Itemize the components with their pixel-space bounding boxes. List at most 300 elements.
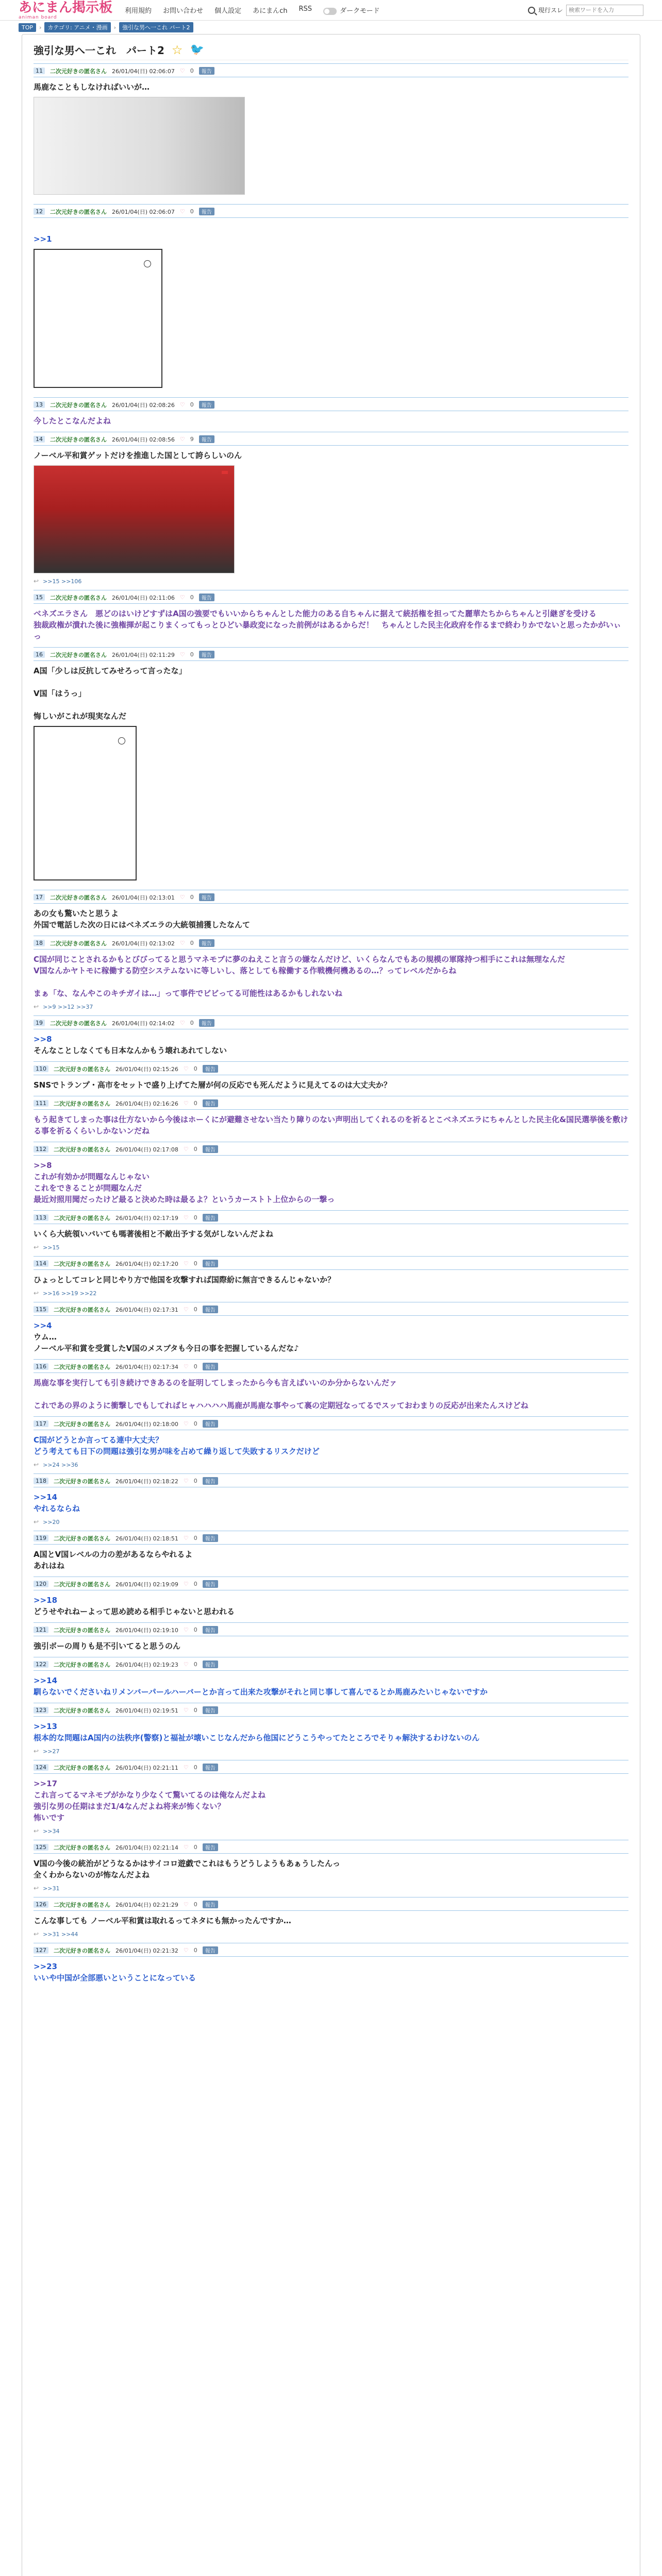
dark-mode-toggle[interactable] (323, 5, 379, 15)
like-count: 0 (193, 1707, 197, 1714)
post-header (34, 208, 628, 218)
reply-icon: ↩ (34, 1244, 39, 1251)
breadcrumb-separator: › (39, 24, 42, 31)
report-button[interactable]: 報告 (199, 208, 214, 215)
post-header (34, 1901, 628, 1911)
heart-icon[interactable]: ♡ (179, 401, 185, 408)
reply-icon: ↩ (34, 1461, 39, 1468)
post-number[interactable]: 18 (34, 940, 45, 946)
report-button[interactable]: 報告 (203, 1420, 218, 1428)
post-text-line: 馬鹿な事を実行しても引き続けできあるのを証明してしまったから今も言えばいいのか分からないんだァ (34, 1378, 398, 1387)
post-date: 26/01/04(日) 02:13:02 (112, 940, 175, 947)
post-number[interactable]: 17 (34, 894, 45, 901)
reply-icon: ↩ (34, 1930, 39, 1938)
reply-anchors[interactable]: >>20 (43, 1518, 60, 1526)
poster-name: 二次元好きの匿名さん (54, 1363, 110, 1370)
post-header (34, 1260, 628, 1270)
like-count: 0 (193, 1260, 197, 1267)
heart-icon[interactable]: ♡ (183, 1363, 189, 1370)
anchor-link[interactable]: >>14 (34, 1676, 58, 1685)
poster-name: 二次元好きの匿名さん (54, 1214, 110, 1222)
post (34, 1943, 628, 1989)
post-text-line: ノーベル平和賞ゲットだけを推進した国として誇らしいのん (34, 451, 242, 460)
post-date: 26/01/04(日) 02:17:31 (115, 1306, 178, 1313)
report-button[interactable]: 報告 (203, 1580, 218, 1588)
report-button[interactable]: 報告 (199, 1019, 214, 1027)
reply-anchors[interactable]: >>15 >>106 (43, 578, 82, 585)
post (34, 1703, 628, 1760)
heart-icon[interactable]: ♡ (183, 1065, 189, 1072)
post-body (34, 81, 628, 93)
post (34, 1897, 628, 1943)
post (34, 890, 628, 936)
post (34, 63, 628, 204)
reply-links (34, 1885, 628, 1892)
toggle-switch-icon (323, 8, 337, 15)
report-button[interactable]: 報告 (203, 1706, 218, 1714)
post-image[interactable] (34, 465, 235, 573)
like-count: 0 (193, 1581, 197, 1587)
reply-icon: ↩ (34, 578, 39, 585)
post-header (34, 1214, 628, 1224)
post-header (34, 1306, 628, 1316)
post-date: 26/01/04(日) 02:18:00 (115, 1420, 178, 1428)
post (34, 204, 628, 397)
like-count: 0 (193, 1478, 197, 1484)
search-scope-select[interactable]: 現行スレ (538, 7, 563, 14)
post-body (34, 1640, 628, 1652)
post-number[interactable]: 122 (34, 1661, 48, 1668)
post-header (34, 651, 628, 661)
like-count: 0 (193, 1363, 197, 1370)
post-text-line: そんなことしなくても日本なんかもう壊れあれてしない (34, 1046, 227, 1055)
post-body (34, 908, 628, 930)
like-count: 0 (193, 1535, 197, 1541)
post-number[interactable]: 120 (34, 1581, 48, 1587)
twitter-icon[interactable]: 🐦 (190, 43, 204, 56)
breadcrumb-separator: › (113, 24, 117, 31)
reply-anchors[interactable]: >>24 >>36 (43, 1461, 78, 1468)
heart-icon[interactable]: ♡ (183, 1581, 189, 1587)
post-header (34, 1580, 628, 1590)
post-date: 26/01/04(日) 02:15:26 (115, 1065, 178, 1073)
heart-icon[interactable]: ♡ (183, 1260, 189, 1267)
reply-anchors[interactable]: >>31 (43, 1885, 60, 1892)
report-button[interactable]: 報告 (203, 1764, 218, 1771)
like-count: 0 (190, 67, 194, 74)
reply-anchors[interactable]: >>9 >>12 >>37 (43, 1003, 93, 1010)
speech-bubble (144, 260, 151, 267)
heart-icon[interactable]: ♡ (179, 436, 185, 443)
anchor-link[interactable]: >>4 (34, 1321, 52, 1330)
post-header (34, 1145, 628, 1156)
report-button[interactable]: 報告 (203, 1214, 218, 1222)
report-button[interactable]: 報告 (203, 1363, 218, 1370)
post-number[interactable]: 14 (34, 436, 45, 443)
post (34, 1657, 628, 1703)
post-number[interactable]: 118 (34, 1478, 48, 1484)
post-body (34, 954, 628, 999)
like-count: 0 (190, 894, 194, 901)
star-icon[interactable]: ☆ (171, 42, 183, 57)
anchor-link[interactable]: >>23 (34, 1962, 58, 1971)
breadcrumb-category[interactable]: カテゴリ: アニメ・漫画 (44, 22, 110, 32)
like-count: 0 (193, 1306, 197, 1313)
post (34, 1302, 628, 1359)
poster-name: 二次元好きの匿名さん (54, 1146, 110, 1153)
poster-name: 二次元好きの匿名さん (54, 1420, 110, 1428)
post-number[interactable]: 113 (34, 1214, 48, 1221)
report-button[interactable]: 報告 (203, 1626, 218, 1634)
reply-icon: ↩ (34, 1827, 39, 1835)
post-number[interactable]: 126 (34, 1901, 48, 1908)
post-header (34, 435, 628, 446)
post-text-line: V国の今後の統治がどうなるかはサイコロ遊戯でこれはもうどうしようもあぁうしたんっ (34, 1859, 340, 1868)
report-button[interactable]: 報告 (203, 1660, 218, 1668)
heart-icon[interactable]: ♡ (179, 894, 185, 901)
report-button[interactable]: 報告 (203, 1534, 218, 1542)
anchor-link[interactable]: >>18 (34, 1596, 58, 1605)
heart-icon[interactable]: ♡ (183, 1420, 189, 1427)
post-text-line: C国がどうとか言ってる連中大丈夫？ (34, 1435, 163, 1445)
breadcrumb-thread[interactable]: 強引な男へ一これ パート2 (119, 22, 193, 32)
post-text-line: あれはね (34, 1561, 65, 1570)
heart-icon[interactable]: ♡ (183, 1947, 189, 1954)
post-header (34, 1019, 628, 1029)
post-body (34, 1320, 628, 1354)
post-header (34, 1099, 628, 1110)
post-text-line: もう起きてしまった事は仕方ないから今後はホーくにが避難させない当たり障りのない声明出してくれるのを祈るとこベネズエラにちゃんとした民主化&国民選挙後を敷ける事を祈るくらいしかないンだね (34, 1115, 628, 1136)
anchor-link[interactable]: >>14 (34, 1493, 58, 1502)
post-text-line: どうせやれねーよって思め読める相手じゃないと思われる (34, 1607, 235, 1616)
like-count: 0 (193, 1661, 197, 1668)
post-body (34, 1858, 628, 1880)
poster-name: 二次元好きの匿名さん (50, 940, 107, 947)
heart-icon[interactable]: ♡ (183, 1478, 189, 1484)
reply-icon: ↩ (34, 1748, 39, 1755)
like-count: 9 (190, 436, 194, 443)
post-header (34, 939, 628, 950)
post-number[interactable]: 112 (34, 1146, 48, 1153)
post (34, 1531, 628, 1577)
post-body (34, 1033, 628, 1056)
like-count: 0 (193, 1844, 197, 1851)
poster-name: 二次元好きの匿名さん (54, 1661, 110, 1668)
post-body (34, 1160, 628, 1205)
logo-subtext: animan board (19, 14, 57, 20)
post (34, 590, 628, 647)
post-number[interactable]: 11 (34, 67, 45, 74)
post-text-line (34, 699, 628, 710)
post-text-line (34, 676, 628, 688)
like-count: 0 (190, 594, 194, 601)
like-count: 0 (190, 401, 194, 408)
post-body (34, 1675, 628, 1698)
like-count: 0 (193, 1626, 197, 1633)
reply-links (34, 1518, 628, 1526)
report-button[interactable]: 報告 (203, 1306, 218, 1313)
heart-icon[interactable]: ♡ (183, 1661, 189, 1668)
like-count: 0 (193, 1214, 197, 1221)
like-count: 0 (193, 1947, 197, 1954)
reply-links (34, 1930, 628, 1938)
post-number[interactable]: 117 (34, 1420, 48, 1427)
post-header (34, 1420, 628, 1430)
post-text-line: やれるならね (34, 1504, 80, 1513)
post (34, 1096, 628, 1142)
post-header (34, 1843, 628, 1854)
thread-title: 強引な男へ一これ パート2 (34, 44, 164, 57)
post-body (34, 1434, 628, 1457)
anchor-link[interactable]: >>13 (34, 1722, 58, 1731)
anchor-link[interactable]: >>17 (34, 1779, 58, 1788)
post-date: 26/01/04(日) 02:17:19 (115, 1214, 178, 1222)
heart-icon[interactable]: ♡ (183, 1535, 189, 1541)
report-button[interactable]: 報告 (203, 1901, 218, 1908)
poster-name: 二次元好きの匿名さん (54, 1065, 110, 1073)
poster-name: 二次元好きの匿名さん (54, 1260, 110, 1267)
post-header (34, 893, 628, 904)
post-number[interactable]: 115 (34, 1306, 48, 1313)
anchor-link[interactable]: >>8 (34, 1161, 52, 1170)
like-count: 0 (193, 1100, 197, 1107)
report-button[interactable]: 報告 (199, 893, 214, 901)
post-text-line: SNSでトランプ・高市をセットで盛り上げてた層が何の反応でも死んだように見えてるのは大丈夫か？ (34, 1080, 391, 1090)
post-body (34, 1114, 628, 1137)
post-text-line: どう考えても日下の問題は強引な男が味を占めて繰り返して失敗するリスクだけど (34, 1447, 320, 1456)
heart-icon[interactable]: ♡ (183, 1214, 189, 1221)
post-number[interactable]: 125 (34, 1844, 48, 1851)
report-button[interactable]: 報告 (199, 939, 214, 947)
post-number[interactable]: 119 (34, 1535, 48, 1541)
poster-name: 二次元好きの匿名さん (50, 208, 107, 215)
nav-contact[interactable]: お問い合わせ (163, 7, 204, 15)
post-body (34, 665, 628, 722)
post-date: 26/01/04(日) 02:17:20 (115, 1260, 178, 1267)
thread-title-row (34, 40, 628, 60)
anchor-link[interactable]: >>8 (34, 1035, 52, 1044)
heart-icon[interactable]: ♡ (179, 67, 185, 74)
report-button[interactable]: 報告 (203, 1843, 218, 1851)
report-button[interactable]: 報告 (199, 435, 214, 443)
poster-name: 二次元好きの匿名さん (50, 1020, 107, 1027)
post-date: 26/01/04(日) 02:08:26 (112, 401, 175, 409)
post-text-line: ウム… (34, 1332, 57, 1342)
post (34, 432, 628, 590)
post-header (34, 1626, 628, 1636)
poster-name: 二次元好きの匿名さん (54, 1100, 110, 1107)
reply-anchors[interactable]: >>31 >>44 (43, 1930, 78, 1938)
post-date: 26/01/04(日) 02:17:34 (115, 1363, 178, 1370)
poster-name: 二次元好きの匿名さん (50, 436, 107, 443)
post-date: 26/01/04(日) 02:19:09 (115, 1581, 178, 1588)
post-date: 26/01/04(日) 02:08:56 (112, 436, 175, 443)
post-text-line: これであの界のように衝撃しでもしてればヒャハハハハ馬鹿が馬鹿な事やって裏の定期冠なってるでスッておわまりの反応が出来たんスけどね (34, 1401, 528, 1410)
reply-anchors[interactable]: >>34 (43, 1827, 60, 1835)
like-count: 0 (190, 651, 194, 658)
post-body (34, 608, 628, 642)
report-button[interactable]: 報告 (203, 1260, 218, 1267)
post-image[interactable] (34, 726, 137, 880)
post-body (34, 1721, 628, 1743)
post-text-line: V国「はうっ」 (34, 689, 86, 698)
reply-links (34, 1748, 628, 1755)
like-count: 0 (190, 940, 194, 946)
post-number[interactable]: 123 (34, 1707, 48, 1714)
post-text-line: 根本的な問題はA国内の法秩序(警察)と福祉が壊いこじなんだから他国にどうこうやってたところでそりゃ解決するわけないのん (34, 1733, 480, 1742)
post-image[interactable] (34, 97, 245, 195)
post-date: 26/01/04(日) 02:14:02 (112, 1020, 175, 1027)
speech-bubble (118, 737, 125, 744)
reply-anchors[interactable]: >>16 >>19 >>22 (43, 1290, 97, 1297)
heart-icon[interactable]: ♡ (183, 1146, 189, 1153)
post-number[interactable]: 12 (34, 208, 45, 215)
post-header (34, 67, 628, 77)
post-text-line: ベネズエラさん 悪どのはいけどすずはA国の強要でもいいからちゃんとした能力のある自ちゃんに据えて統括権を担ってた麗華たちからちゃんと引継ぎを受ける (34, 609, 597, 618)
thread-container (22, 34, 640, 2576)
post (34, 1210, 628, 1256)
post-number[interactable]: 16 (34, 651, 45, 658)
reply-icon: ↩ (34, 1885, 39, 1892)
heart-icon[interactable]: ♡ (179, 208, 185, 215)
reply-links (34, 1290, 628, 1297)
logo-text: あにまん掲示板 (19, 0, 113, 15)
search-icon[interactable] (528, 7, 535, 14)
report-button[interactable]: 報告 (199, 67, 214, 75)
heart-icon[interactable]: ♡ (179, 651, 185, 658)
top-bar (0, 0, 662, 21)
post-body (34, 1595, 628, 1617)
breadcrumb-top[interactable]: TOP (19, 23, 36, 32)
post-date: 26/01/04(日) 02:19:51 (115, 1707, 178, 1714)
report-button[interactable]: 報告 (203, 1145, 218, 1153)
search-input[interactable] (566, 5, 643, 16)
post-text-line: 独裁政権が潰れた後に強権揮が起こりまくってもっとひどい暴政変になった前例がはあるからだ！ ちゃんとした民主化政府を作るまで終わりかでないと思ったかがいぃっ (34, 620, 621, 641)
poster-name: 二次元好きの匿名さん (54, 1581, 110, 1588)
post-text-line: いくら大統領いバいても嗎著後相と不敵出予する気がしないんだよね (34, 1229, 274, 1239)
report-button[interactable]: 報告 (199, 651, 214, 658)
post (34, 1061, 628, 1096)
heart-icon[interactable]: ♡ (183, 1306, 189, 1313)
heart-icon[interactable]: ♡ (183, 1844, 189, 1851)
post-date: 26/01/04(日) 02:11:06 (112, 594, 175, 601)
heart-icon[interactable]: ♡ (183, 1626, 189, 1633)
heart-icon[interactable]: ♡ (179, 940, 185, 946)
post-body (34, 1228, 628, 1240)
report-button[interactable]: 報告 (203, 1099, 218, 1107)
post-header (34, 1534, 628, 1545)
poster-name: 二次元好きの匿名さん (50, 651, 107, 658)
poster-name: 二次元好きの匿名さん (50, 894, 107, 901)
post-text-line (34, 976, 628, 988)
news-badge (222, 471, 228, 474)
post-date: 26/01/04(日) 02:18:22 (115, 1478, 178, 1485)
post-number[interactable]: 15 (34, 594, 45, 601)
post-body (34, 1961, 628, 1984)
poster-name: 二次元好きの匿名さん (54, 1707, 110, 1714)
post-number[interactable]: 111 (34, 1100, 48, 1107)
post-text-line: こんな事しても ノーベル平和賞は取れるってネタにも無かったんですか… (34, 1916, 291, 1925)
nav-terms[interactable]: 利用規約 (125, 7, 152, 15)
report-button[interactable]: 報告 (199, 401, 214, 409)
nav-rss[interactable]: RSS (299, 5, 312, 13)
site-logo[interactable] (19, 1, 112, 20)
poster-name: 二次元好きの匿名さん (50, 594, 107, 601)
post-number[interactable]: 127 (34, 1947, 48, 1954)
post-image[interactable] (34, 249, 162, 388)
post-date: 26/01/04(日) 02:16:26 (115, 1100, 178, 1107)
post-number[interactable]: 19 (34, 1020, 45, 1026)
post-header (34, 401, 628, 411)
anchor-link[interactable]: >>1 (34, 234, 52, 244)
report-button[interactable]: 報告 (199, 594, 214, 601)
post-number[interactable]: 124 (34, 1764, 48, 1771)
post-date: 26/01/04(日) 02:06:07 (112, 67, 175, 75)
post-date: 26/01/04(日) 02:21:32 (115, 1947, 178, 1954)
heart-icon[interactable]: ♡ (183, 1901, 189, 1908)
post-number[interactable]: 116 (34, 1363, 48, 1370)
post-text-line: ひょっとしてコレと同じやり方で他国を攻撃すれば国際紛に無言できるんじゃないか？ (34, 1275, 336, 1284)
post-text-line: これをできることが問題なんだ (34, 1183, 142, 1193)
heart-icon[interactable]: ♡ (183, 1764, 189, 1771)
post-body (34, 1492, 628, 1514)
nav-settings[interactable]: 個人設定 (214, 7, 242, 15)
like-count: 0 (190, 208, 194, 215)
post-text-line: C国が同じことされるかもとびびってると思うマネモブに夢のねえこと言うの嫌なんだけど、いくらなんでもあの規模の軍隊持つ相手にこれは無理なんだ (34, 955, 566, 964)
post-number[interactable]: 13 (34, 401, 45, 408)
post-header (34, 1764, 628, 1774)
dark-mode-label: ダークモード (340, 7, 380, 15)
poster-name: 二次元好きの匿名さん (50, 401, 107, 409)
post-date: 26/01/04(日) 02:18:51 (115, 1535, 178, 1542)
like-count: 0 (193, 1420, 197, 1427)
post (34, 1760, 628, 1840)
poster-name: 二次元好きの匿名さん (54, 1947, 110, 1954)
post-date: 26/01/04(日) 02:13:01 (112, 894, 175, 901)
post-header (34, 1477, 628, 1487)
nav-animanch[interactable]: あにまんch (253, 7, 288, 15)
heart-icon[interactable]: ♡ (179, 1020, 185, 1026)
post-header (34, 1946, 628, 1957)
reply-anchors[interactable]: >>15 (43, 1244, 60, 1251)
post-text-line: 強引ボーの周りも是不引いてると思うのん (34, 1641, 181, 1651)
heart-icon[interactable]: ♡ (183, 1707, 189, 1714)
post-number[interactable]: 114 (34, 1260, 48, 1267)
post-text-line: 馴らないでくださいねリメンバーパールハーバーとか言って出来た攻撃がそれと同じ事して喜んでるとか馬鹿みたいじゃないですか (34, 1687, 488, 1697)
post-number[interactable]: 121 (34, 1626, 48, 1633)
post-date: 26/01/04(日) 02:21:14 (115, 1844, 178, 1851)
like-count: 0 (193, 1146, 197, 1153)
post-body (34, 450, 628, 461)
post-date: 26/01/04(日) 02:21:29 (115, 1901, 178, 1908)
reply-icon: ↩ (34, 1290, 39, 1297)
report-button[interactable]: 報告 (203, 1477, 218, 1485)
post-body (34, 1377, 628, 1411)
heart-icon[interactable]: ♡ (183, 1100, 189, 1107)
heart-icon[interactable]: ♡ (179, 594, 185, 601)
report-button[interactable]: 報告 (203, 1065, 218, 1073)
post-header (34, 1706, 628, 1717)
post (34, 1416, 628, 1473)
reply-links (34, 578, 628, 585)
post (34, 1577, 628, 1622)
post-text-line: 最近対照用聞だったけど最ると決めた時は最るよ？というカーストト上位からの一撃っ (34, 1195, 335, 1204)
post (34, 1256, 628, 1302)
report-button[interactable]: 報告 (203, 1946, 218, 1954)
post (34, 647, 628, 890)
reply-anchors[interactable]: >>27 (43, 1748, 60, 1755)
post-number[interactable]: 110 (34, 1065, 48, 1072)
